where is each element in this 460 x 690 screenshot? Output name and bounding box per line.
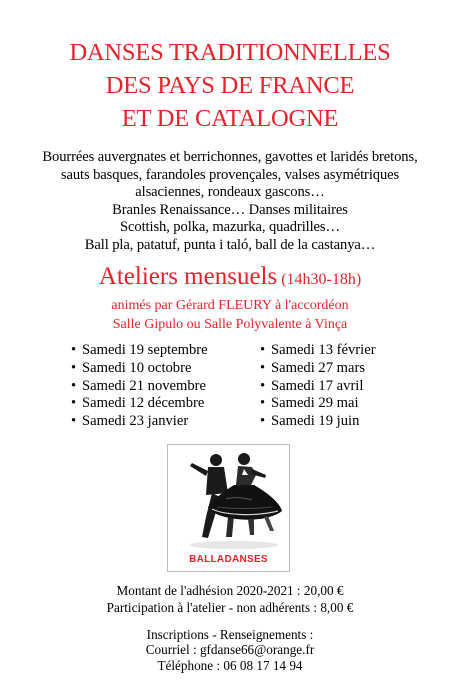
ateliers-hours: (14h30-18h) [281,271,362,288]
dances-line: sauts basques, farandoles provençales, valses asymétriques [60,166,400,183]
dances-list [0,149,460,255]
ateliers-details [0,296,460,334]
ateliers-heading [0,263,460,291]
date-item: • Samedi 12 décembre [71,395,205,412]
date-item: • Samedi 23 janvier [71,413,189,430]
dates-column-left [71,342,208,431]
ateliers-animator: animés par Gérard FLEURY à l'accordéon [111,298,349,313]
date-item: • Samedi 10 octobre [71,359,192,376]
bullet-icon: • [71,413,77,430]
title-line-1: DANSES TRADITIONNELLES [69,39,391,66]
date-item: • Samedi 29 mai [260,395,359,412]
dates-column-right [260,342,376,431]
dancers-photo [168,445,289,571]
bullet-icon: • [260,359,266,376]
bullet-icon: • [71,342,77,358]
title-line-2: DES PAYS DE FRANCE [105,72,355,99]
contact-info [0,627,460,673]
bullet-icon: • [260,395,266,412]
title-line-3: ET DE CATALOGNE [121,105,339,132]
contact-phone: Téléphone : 06 08 17 14 94 [157,657,303,673]
bullet-icon: • [71,359,77,376]
fees-info [0,583,460,616]
dances-line: Ball pla, patatuf, punta i taló, ball de la castanya… [84,236,376,253]
date-item: • Samedi 19 septembre [71,342,208,358]
logo-label: BALLADANSES [189,554,268,565]
poster-title [0,36,460,135]
bullet-icon: • [260,413,266,430]
bullet-icon: • [71,395,77,412]
workshop-fee: Participation à l'atelier - non adhérents : 8,00 € [106,599,354,615]
dances-line: alsaciennes, rondeaux gascons… [135,184,325,201]
bullet-icon: • [260,377,266,394]
dances-line: Branles Renaissance… Danses militaires [112,201,348,218]
date-item: • Samedi 19 juin [260,413,360,430]
contact-email: Courriel : gfdanse66@orange.fr [145,642,315,658]
date-item: • Samedi 21 novembre [71,377,207,394]
membership-fee: Montant de l'adhésion 2020-2021 : 20,00 € [116,583,344,598]
dances-line: Scottish, polka, mazurka, quadrilles… [119,219,341,236]
date-item: • Samedi 13 février [260,342,376,358]
ateliers-venue: Salle Gipulo ou Salle Polyvalente à Vinça [112,317,348,332]
contact-heading: Inscriptions - Renseignements : [146,627,314,642]
balladanses-logo [167,444,290,572]
date-item: • Samedi 17 avril [260,377,364,394]
bullet-icon: • [260,342,266,358]
bullet-icon: • [71,377,77,394]
dances-line: Bourrées auvergnates et berrichonnes, gavottes et laridés bretons, [42,149,418,165]
ateliers-title: Ateliers mensuels [98,263,278,290]
date-item: • Samedi 27 mars [260,359,366,376]
